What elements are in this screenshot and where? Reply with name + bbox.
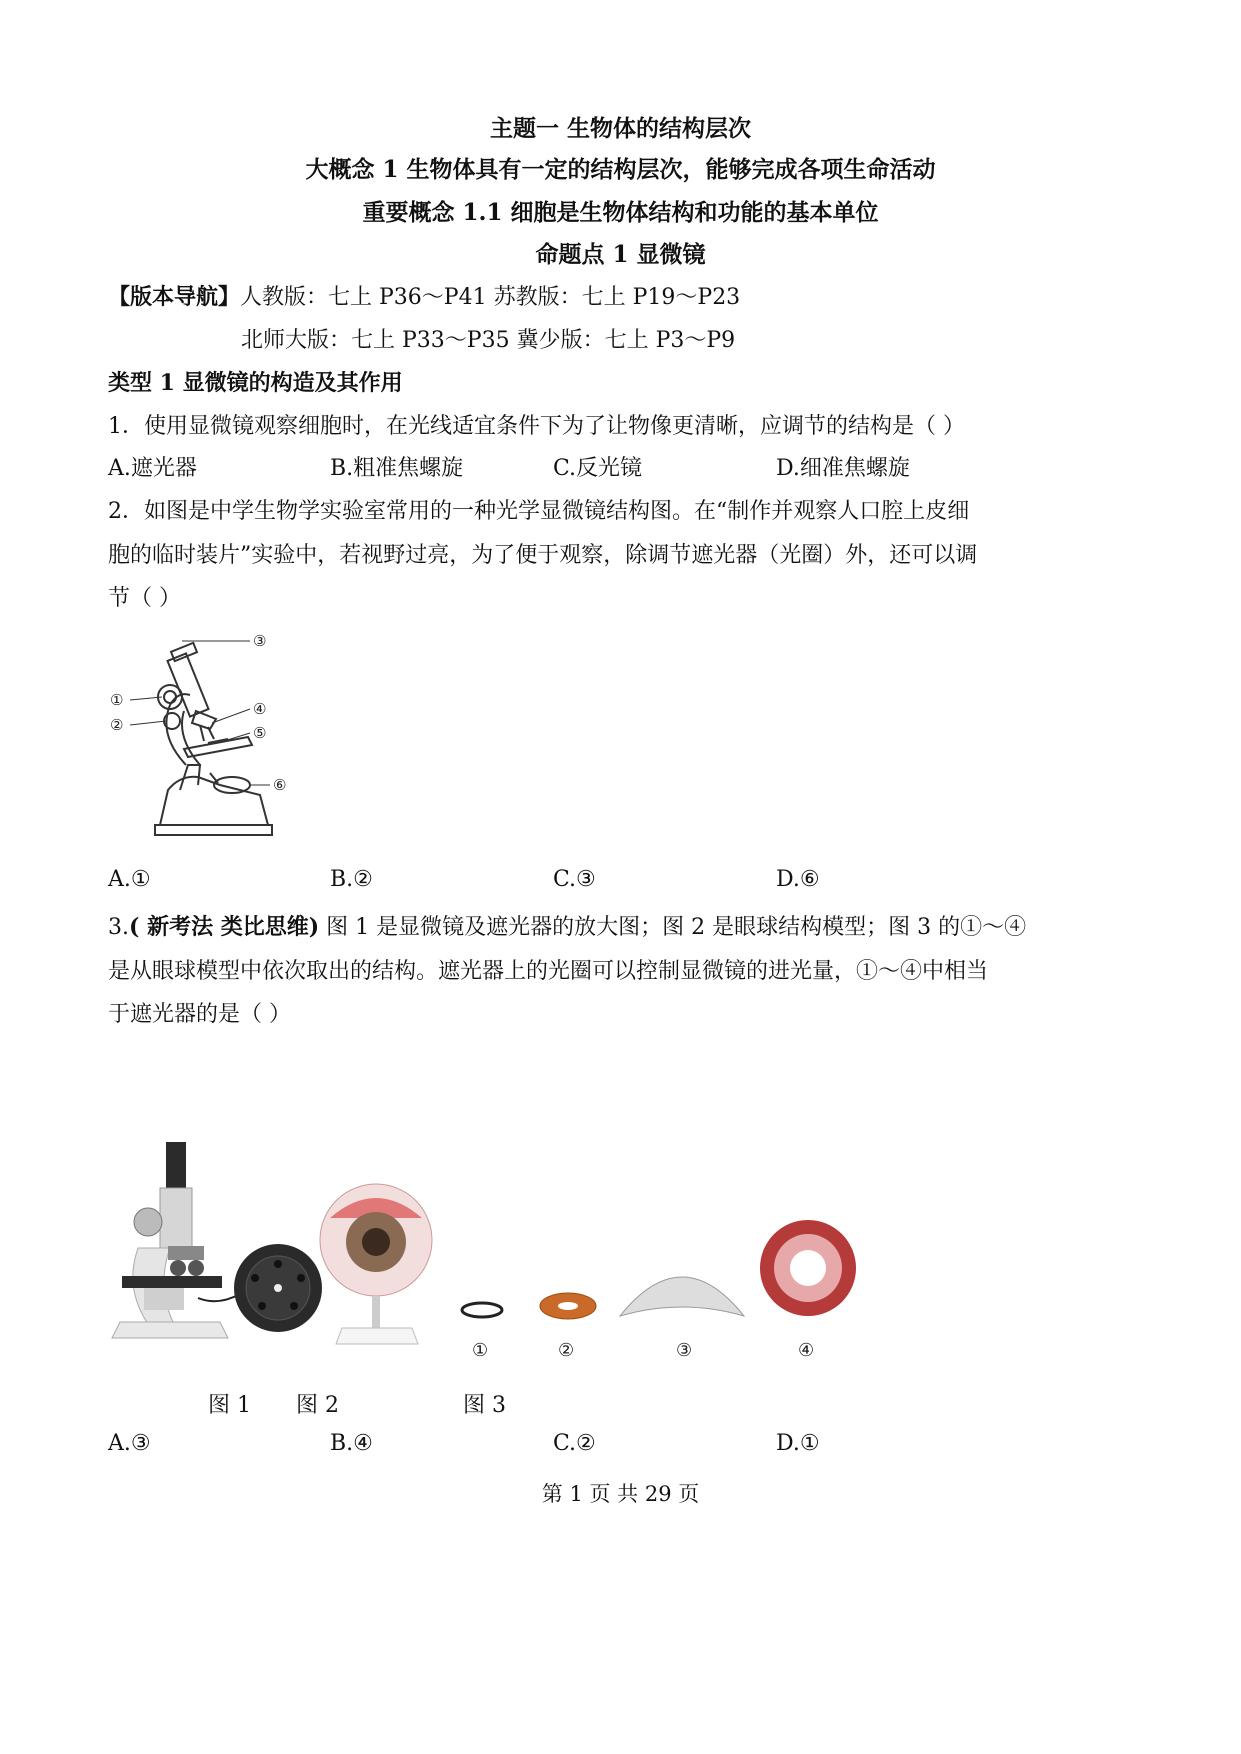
q1-option-b: B.粗准焦螺旋 xyxy=(330,456,464,481)
q2-option-a: A.① xyxy=(108,867,151,892)
q3-option-c: C.② xyxy=(553,1431,596,1456)
microscope-photo xyxy=(112,1142,240,1338)
q2-line-2: 胞的临时装片”实验中，若视野过亮，为了便于观察，除调节遮光器（光圈）外，还可以调 xyxy=(108,543,978,568)
structure-label-2: ② xyxy=(558,1340,575,1361)
q3-figures xyxy=(108,1138,868,1370)
point-heading: 命题点 1 显微镜 xyxy=(535,241,706,268)
q2-option-d: D.⑥ xyxy=(776,867,820,892)
q2-line-3: 节（ ） xyxy=(108,586,181,611)
q3-option-b: B.④ xyxy=(330,1431,373,1456)
theme-heading: 主题一 生物体的结构层次 xyxy=(489,115,751,142)
q3-line-3: 于遮光器的是（ ） xyxy=(108,1002,291,1027)
q3-number: 3. xyxy=(108,915,129,940)
microscope-diagram xyxy=(100,625,300,840)
q1-option-a: A.遮光器 xyxy=(108,456,197,481)
q2-option-b: B.② xyxy=(330,867,373,892)
important-concept-heading: 重要概念 1.1 细胞是生物体结构和功能的基本单位 xyxy=(362,199,879,226)
figure-3-numbers xyxy=(472,1340,814,1361)
q1-option-d: D.细准焦螺旋 xyxy=(776,456,910,481)
q3-option-a: A.③ xyxy=(108,1431,151,1456)
edition-nav-line-1 xyxy=(108,280,740,311)
caption-figure-3: 图 3 xyxy=(463,1393,506,1418)
label-5: ⑤ xyxy=(253,724,267,742)
q3-tag: ( 新考法 类比思维) xyxy=(129,914,320,940)
diaphragm-disc xyxy=(234,1244,322,1332)
big-concept-heading: 大概念 1 生物体具有一定的结构层次，能够完成各项生命活动 xyxy=(305,156,936,183)
caption-figure-2: 图 2 xyxy=(296,1393,339,1418)
type-1-title: 类型 1 显微镜的构造及其作用 xyxy=(108,370,403,396)
edition-nav-label: 【版本导航】 xyxy=(108,284,241,310)
q3-option-d: D.① xyxy=(776,1431,820,1456)
q2-option-c: C.③ xyxy=(553,867,596,892)
label-1: ① xyxy=(110,691,124,709)
q2-line-1: 2．如图是中学生物学实验室常用的一种光学显微镜结构图。在“制作并观察人口腔上皮细 xyxy=(108,499,970,524)
page-footer: 第 1 页 共 29 页 xyxy=(541,1482,700,1506)
q3-line-1-text: 图 1 是显微镜及遮光器的放大图；图 2 是眼球结构模型；图 3 的①～④ xyxy=(319,915,1027,940)
q1-option-c: C.反光镜 xyxy=(553,456,643,481)
q3-line-1 xyxy=(108,910,1026,941)
eye-structures xyxy=(462,1220,856,1319)
edition-nav-line-2: 北师大版：七上 P33～P35 冀少版：七上 P3～P9 xyxy=(241,328,736,353)
structure-label-4: ④ xyxy=(798,1340,815,1361)
label-2: ② xyxy=(110,716,124,734)
caption-figure-1: 图 1 xyxy=(208,1393,251,1418)
structure-label-3: ③ xyxy=(676,1340,693,1361)
label-6: ⑥ xyxy=(273,776,287,794)
edition-nav-text-1: 人教版：七上 P36～P41 苏教版：七上 P19～P23 xyxy=(240,285,741,310)
q1-stem: 1．使用显微镜观察细胞时，在光线适宜条件下为了让物像更清晰，应调节的结构是（ ） xyxy=(108,414,965,439)
q3-line-2: 是从眼球模型中依次取出的结构。遮光器上的光圈可以控制显微镜的进光量，①～④中相当 xyxy=(108,959,989,984)
structure-label-1: ① xyxy=(472,1340,489,1361)
label-3: ③ xyxy=(253,632,267,650)
eye-model-photo xyxy=(320,1184,432,1344)
label-4: ④ xyxy=(253,700,267,718)
